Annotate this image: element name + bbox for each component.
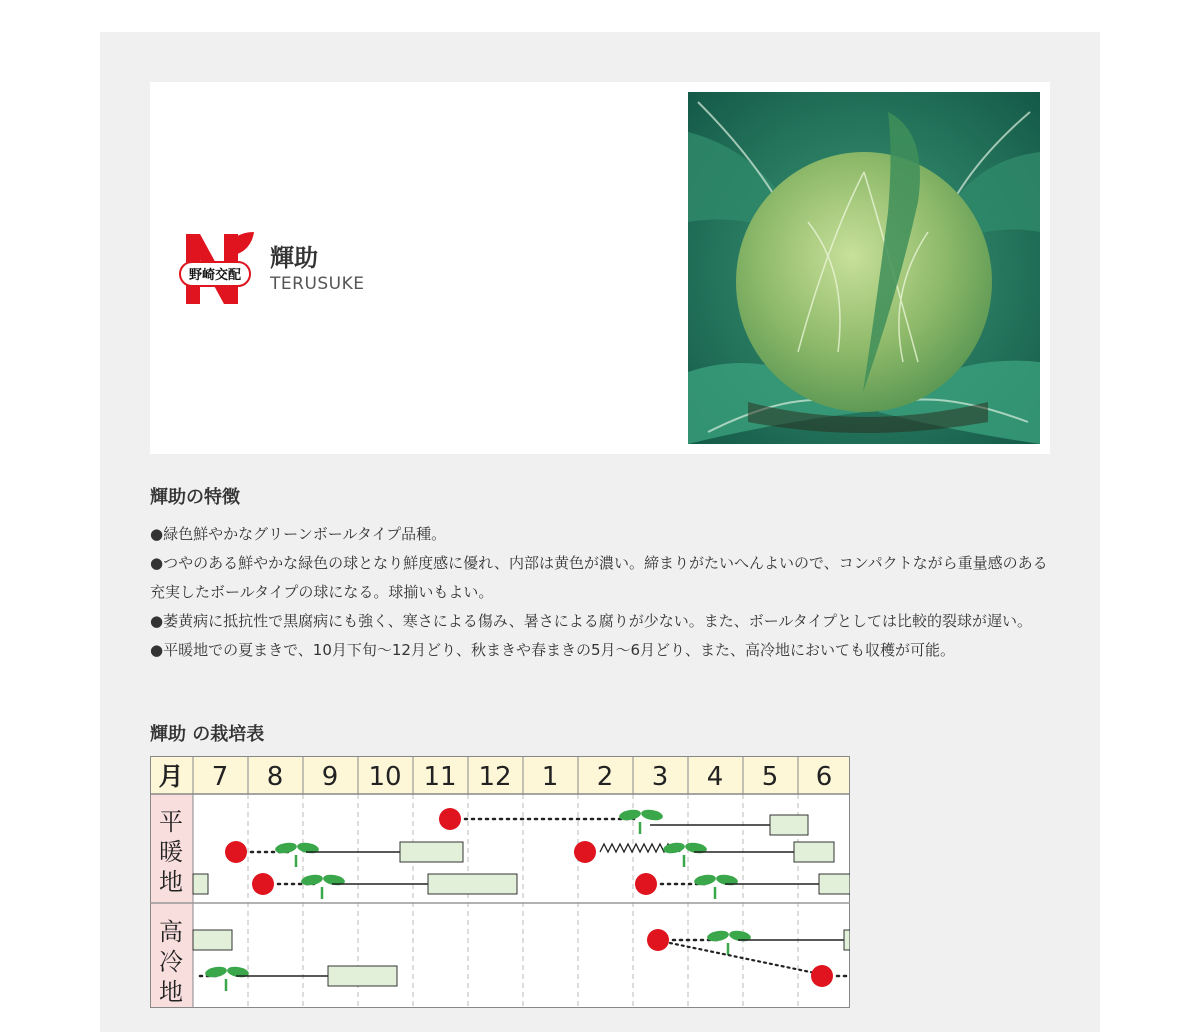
month-8: 8 [266,762,284,792]
month-5: 5 [761,762,779,792]
harvest-bar [819,874,850,894]
harvest-bar [428,874,517,894]
sowing-marker [225,841,247,863]
product-romaji: TERUSUKE [270,274,365,294]
month-7: 7 [211,762,229,792]
month-1: 1 [541,762,559,792]
sowing-marker [574,841,596,863]
svg-text:暖: 暖 [159,838,183,866]
features-heading: 輝助の特徴 [150,487,240,508]
feature-item: ●つやのある鮮やかな緑色の球となり鮮度感に優れ、内部は黄色が濃い。締まりがたいへんよいので、コンパクトながら重量感のある充実したボールタイプの球になる。球揃いもよい。 [150,554,1048,601]
svg-text:冷: 冷 [159,948,183,976]
content-panel [100,32,1100,1032]
harvest-bar-continuation [193,930,232,950]
region-label-koreichi [159,918,183,1006]
cabbage-photo [688,92,1040,444]
sowing-marker [439,808,461,830]
month-11: 11 [423,762,457,792]
harvest-bar-continuation [193,874,208,894]
harvest-bar [400,842,463,862]
month-2: 2 [596,762,614,792]
svg-text:地: 地 [159,978,183,1006]
month-10: 10 [368,762,402,792]
schedule-heading: 輝助 の栽培表 [150,724,265,745]
feature-item: ●平暖地での夏まきで、10月下旬〜12月どり、秋まきや春まきの5月〜6月どり、また、高冷地においても収穫が可能。 [150,641,956,659]
cultivation-schedule [150,756,850,1008]
harvest-bar [770,815,808,835]
harvest-bar [794,842,834,862]
feature-item: ●緑色鮮やかなグリーンボールタイプ品種。 [150,525,447,543]
month-4: 4 [706,762,724,792]
harvest-bar [844,930,850,950]
svg-text:地: 地 [159,868,183,896]
month-12: 12 [478,762,512,792]
product-header-card [150,82,1050,454]
svg-text:平: 平 [159,808,183,836]
svg-text:高: 高 [159,918,183,946]
sowing-marker [811,965,833,987]
sowing-marker [647,929,669,951]
sowing-marker [252,873,274,895]
product-name: 輝助 [270,244,318,272]
month-9: 9 [321,762,339,792]
sowing-marker [635,873,657,895]
region-label-heidanchi [159,808,183,896]
nozaki-logo [178,230,256,308]
features-list [150,520,1050,665]
month-3: 3 [651,762,669,792]
month-label: 月 [158,762,184,791]
month-6: 6 [815,762,833,792]
harvest-bar [328,966,397,986]
logo-text: 野崎交配 [188,268,242,283]
feature-item: ●萎黄病に抵抗性で黒腐病にも強く、寒さによる傷み、暑さによる腐りが少ない。また、ボールタイプとしては比較的裂球が遅い。 [150,612,1033,630]
